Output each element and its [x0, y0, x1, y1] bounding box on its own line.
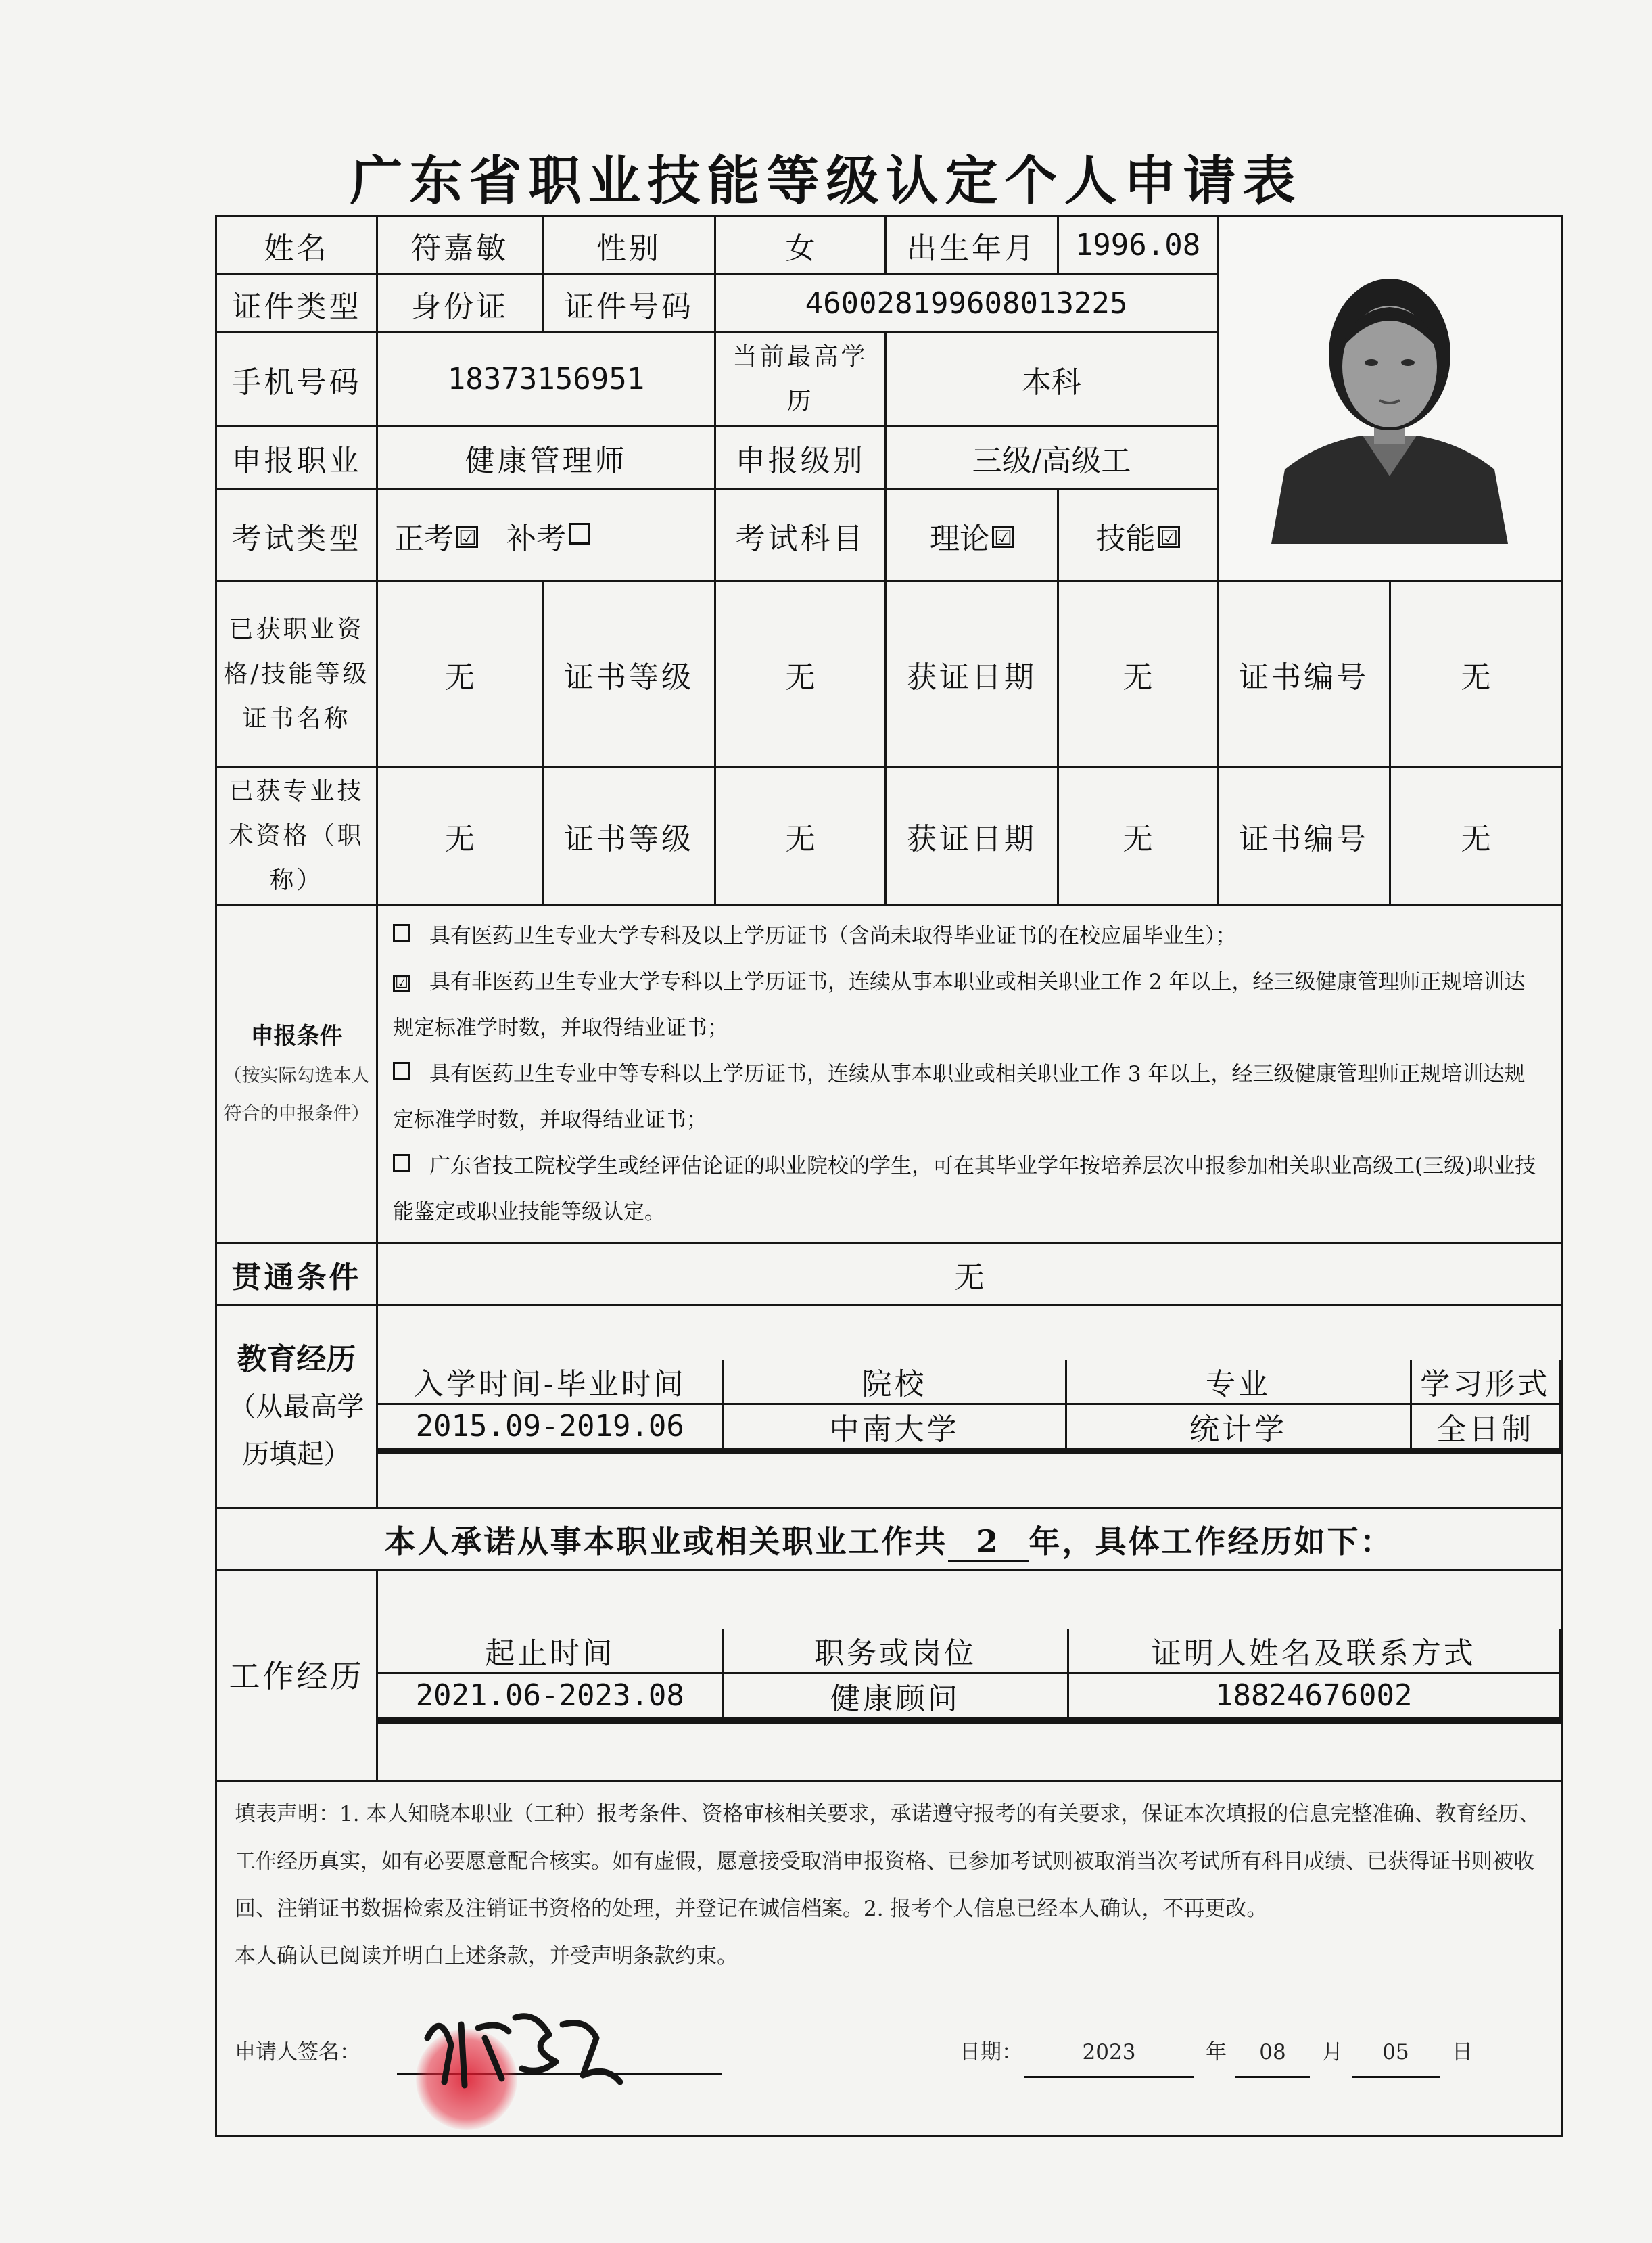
signature-row [235, 2004, 1543, 2085]
vocational-cert-date: 无 [1058, 582, 1218, 767]
edu-value: 本科 [886, 333, 1218, 426]
work-promise-suffix: 年，具体工作经历如下： [1029, 1523, 1394, 1560]
date-month[interactable]: 08 [1235, 2029, 1310, 2078]
declaration [216, 1782, 1562, 2137]
professional-title-no-label: 证书编号 [1218, 767, 1390, 906]
date-label: 日期： [960, 2040, 1022, 2064]
work-label: 工作经历 [216, 1571, 377, 1782]
condition-text: 具有医药卫生专业中等专科以上学历证书，连续从事本职业或相关职业工作 3 年以上，经三级健康管理师正规培训达规定标准学时数，并取得结业证书； [393, 1062, 1526, 1132]
professional-title-grade: 无 [715, 767, 886, 906]
professional-title-grade-label: 证书等级 [543, 767, 715, 906]
through-value: 无 [377, 1243, 1562, 1305]
professional-title-date: 无 [1058, 767, 1218, 906]
professional-title-no: 无 [1390, 767, 1562, 906]
birth-value: 1996.08 [1058, 216, 1218, 275]
exam-subject-label: 考试科目 [715, 490, 886, 582]
work-table-cell [377, 1571, 1562, 1782]
vocational-cert-no-label: 证书编号 [1218, 582, 1390, 767]
education-major [1066, 1451, 1411, 1453]
work-header: 职务或岗位 [723, 1629, 1068, 1673]
signature-label: 申请人签名： [235, 2040, 360, 2064]
condition-checkbox[interactable] [393, 1154, 410, 1172]
work-header: 证明人姓名及联系方式 [1068, 1629, 1560, 1673]
work-table [378, 1629, 1561, 1724]
vocational-cert-grade: 无 [715, 582, 886, 767]
id-no-label: 证件号码 [543, 275, 715, 333]
condition-item [393, 1051, 1546, 1143]
education-label-cell [216, 1305, 377, 1508]
subject-skill: 技能 [1095, 521, 1156, 556]
date-month-unit: 月 [1322, 2040, 1343, 2064]
subject-theory-checkbox[interactable]: ☑ [992, 526, 1014, 548]
through-label: 贯通条件 [216, 1243, 377, 1305]
level-label: 申报级别 [715, 426, 886, 490]
vocational-cert-name: 无 [377, 582, 543, 767]
exam-type-options [377, 490, 715, 582]
phone-value: 18373156951 [377, 333, 715, 426]
conditions-hint: （按实际勾选本人符合的申报条件） [223, 1065, 370, 1124]
name-value: 符嘉敏 [377, 216, 543, 275]
exam-type-makeup-checkbox[interactable] [569, 523, 590, 545]
condition-item [393, 913, 1546, 959]
birth-label: 出生年月 [886, 216, 1058, 275]
vocational-cert-no: 无 [1390, 582, 1562, 767]
conditions-label-cell [216, 906, 377, 1243]
professional-title-name: 无 [377, 767, 543, 906]
work-position: 健康顾问 [723, 1673, 1068, 1718]
work-promise [216, 1508, 1562, 1571]
declaration-text: 填表声明：1. 本人知晓本职业（工种）报考条件、资格审核相关要求，承诺遵守报考的有关要求，保证本次填报的信息完整准确、教育经历、工作经历真实，如有必要愿意配合核实。如有虚假，愿意接受取消申报资格、已参加考试则被取消当次考试所有科目成绩、已获得证书则被收回、注销证书数据检索及注销证书资格的处理，并登记在诚信档案。2. 报考个人信息已经本人确认，不再更改。 [235, 1802, 1540, 1921]
work-period: 2021.06-2023.08 [378, 1673, 723, 1718]
job-label: 申报职业 [216, 426, 377, 490]
subject-theory-cell [886, 490, 1058, 582]
work-header: 起止时间 [378, 1629, 723, 1673]
education-header: 院校 [723, 1360, 1066, 1404]
education-header: 专业 [1066, 1360, 1411, 1404]
work-position [723, 1720, 1068, 1722]
education-period [378, 1451, 723, 1453]
condition-text: 广东省技工院校学生或经评估论证的职业院校的学生，可在其毕业学年按培养层次申报参加相关职业高级工(三级)职业技能鉴定或职业技能等级认定。 [393, 1154, 1536, 1224]
form-title: 广东省职业技能等级认定个人申请表 [350, 150, 1302, 212]
exam-type-main-checkbox[interactable]: ☑ [456, 526, 478, 548]
professional-title-date-label: 获证日期 [886, 767, 1058, 906]
condition-text: 具有非医药卫生专业大学专科以上学历证书，连续从事本职业或相关职业工作 2 年以上，经三级健康管理师正规培训达规定标准学时数，并取得结业证书； [393, 970, 1526, 1040]
gender-value: 女 [715, 216, 886, 275]
exam-type-main: 正考 [394, 521, 454, 556]
work-years: 2 [948, 1523, 1029, 1562]
education-table-cell [377, 1305, 1562, 1508]
condition-text: 具有医药卫生专业大学专科及以上学历证书（含尚未取得毕业证书的在校应届毕业生）； [429, 924, 1237, 948]
id-type-value: 身份证 [377, 275, 543, 333]
work-reference: 18824676002 [1068, 1673, 1560, 1718]
exam-type-label: 考试类型 [216, 490, 377, 582]
date-day-unit: 日 [1452, 2040, 1473, 2064]
vocational-cert-label: 已获职业资格/技能等级证书名称 [216, 582, 377, 767]
vocational-cert-grade-label: 证书等级 [543, 582, 715, 767]
subject-skill-cell [1058, 490, 1218, 582]
work-period [378, 1720, 723, 1722]
handwritten-signature [414, 1997, 637, 2092]
education-header: 学习形式 [1411, 1360, 1560, 1404]
application-form [215, 215, 1561, 2156]
education-table [378, 1360, 1561, 1454]
education-school: 中南大学 [723, 1404, 1066, 1449]
education-school [723, 1451, 1066, 1453]
professional-title-label: 已获专业技术资格（职称） [216, 767, 377, 906]
name-label: 姓名 [216, 216, 377, 275]
education-label-hint: （从最高学历填起） [229, 1391, 364, 1470]
education-header: 入学时间-毕业时间 [378, 1360, 723, 1404]
subject-theory: 理论 [930, 521, 989, 556]
condition-checkbox[interactable] [393, 924, 410, 942]
work-promise-prefix: 本人承诺从事本职业或相关职业工作共 [384, 1523, 948, 1560]
edu-label: 当前最高学历 [715, 333, 886, 426]
condition-item [393, 1143, 1546, 1235]
education-period: 2015.09-2019.06 [378, 1404, 723, 1449]
date-day[interactable]: 05 [1352, 2029, 1440, 2078]
date-year-unit: 年 [1206, 2040, 1227, 2064]
education-label: 教育经历 [237, 1341, 356, 1377]
education-form: 全日制 [1411, 1404, 1560, 1449]
education-major: 统计学 [1066, 1404, 1411, 1449]
subject-skill-checkbox[interactable]: ☑ [1158, 526, 1180, 548]
date-year[interactable]: 2023 [1024, 2029, 1194, 2078]
phone-label: 手机号码 [216, 333, 377, 426]
conditions-label: 申报条件 [250, 1023, 343, 1050]
education-form [1411, 1451, 1560, 1453]
conditions-list [377, 906, 1562, 1243]
condition-checkbox[interactable] [393, 1062, 410, 1080]
applicant-photo [1218, 216, 1562, 582]
gender-label: 性别 [543, 216, 715, 275]
work-reference [1068, 1720, 1560, 1722]
id-no-value: 460028199608013225 [715, 275, 1218, 333]
job-value: 健康管理师 [377, 426, 715, 490]
exam-type-makeup: 补考 [506, 521, 566, 556]
condition-checkbox[interactable]: ☑ [393, 975, 410, 992]
id-type-label: 证件类型 [216, 275, 377, 333]
vocational-cert-date-label: 获证日期 [886, 582, 1058, 767]
applicant-portrait [1244, 246, 1535, 544]
form-table [215, 215, 1563, 2137]
declaration-confirm: 本人确认已阅读并明白上述条款，并受声明条款约束。 [235, 1944, 738, 1968]
level-value: 三级/高级工 [886, 426, 1218, 490]
condition-item [393, 959, 1546, 1051]
